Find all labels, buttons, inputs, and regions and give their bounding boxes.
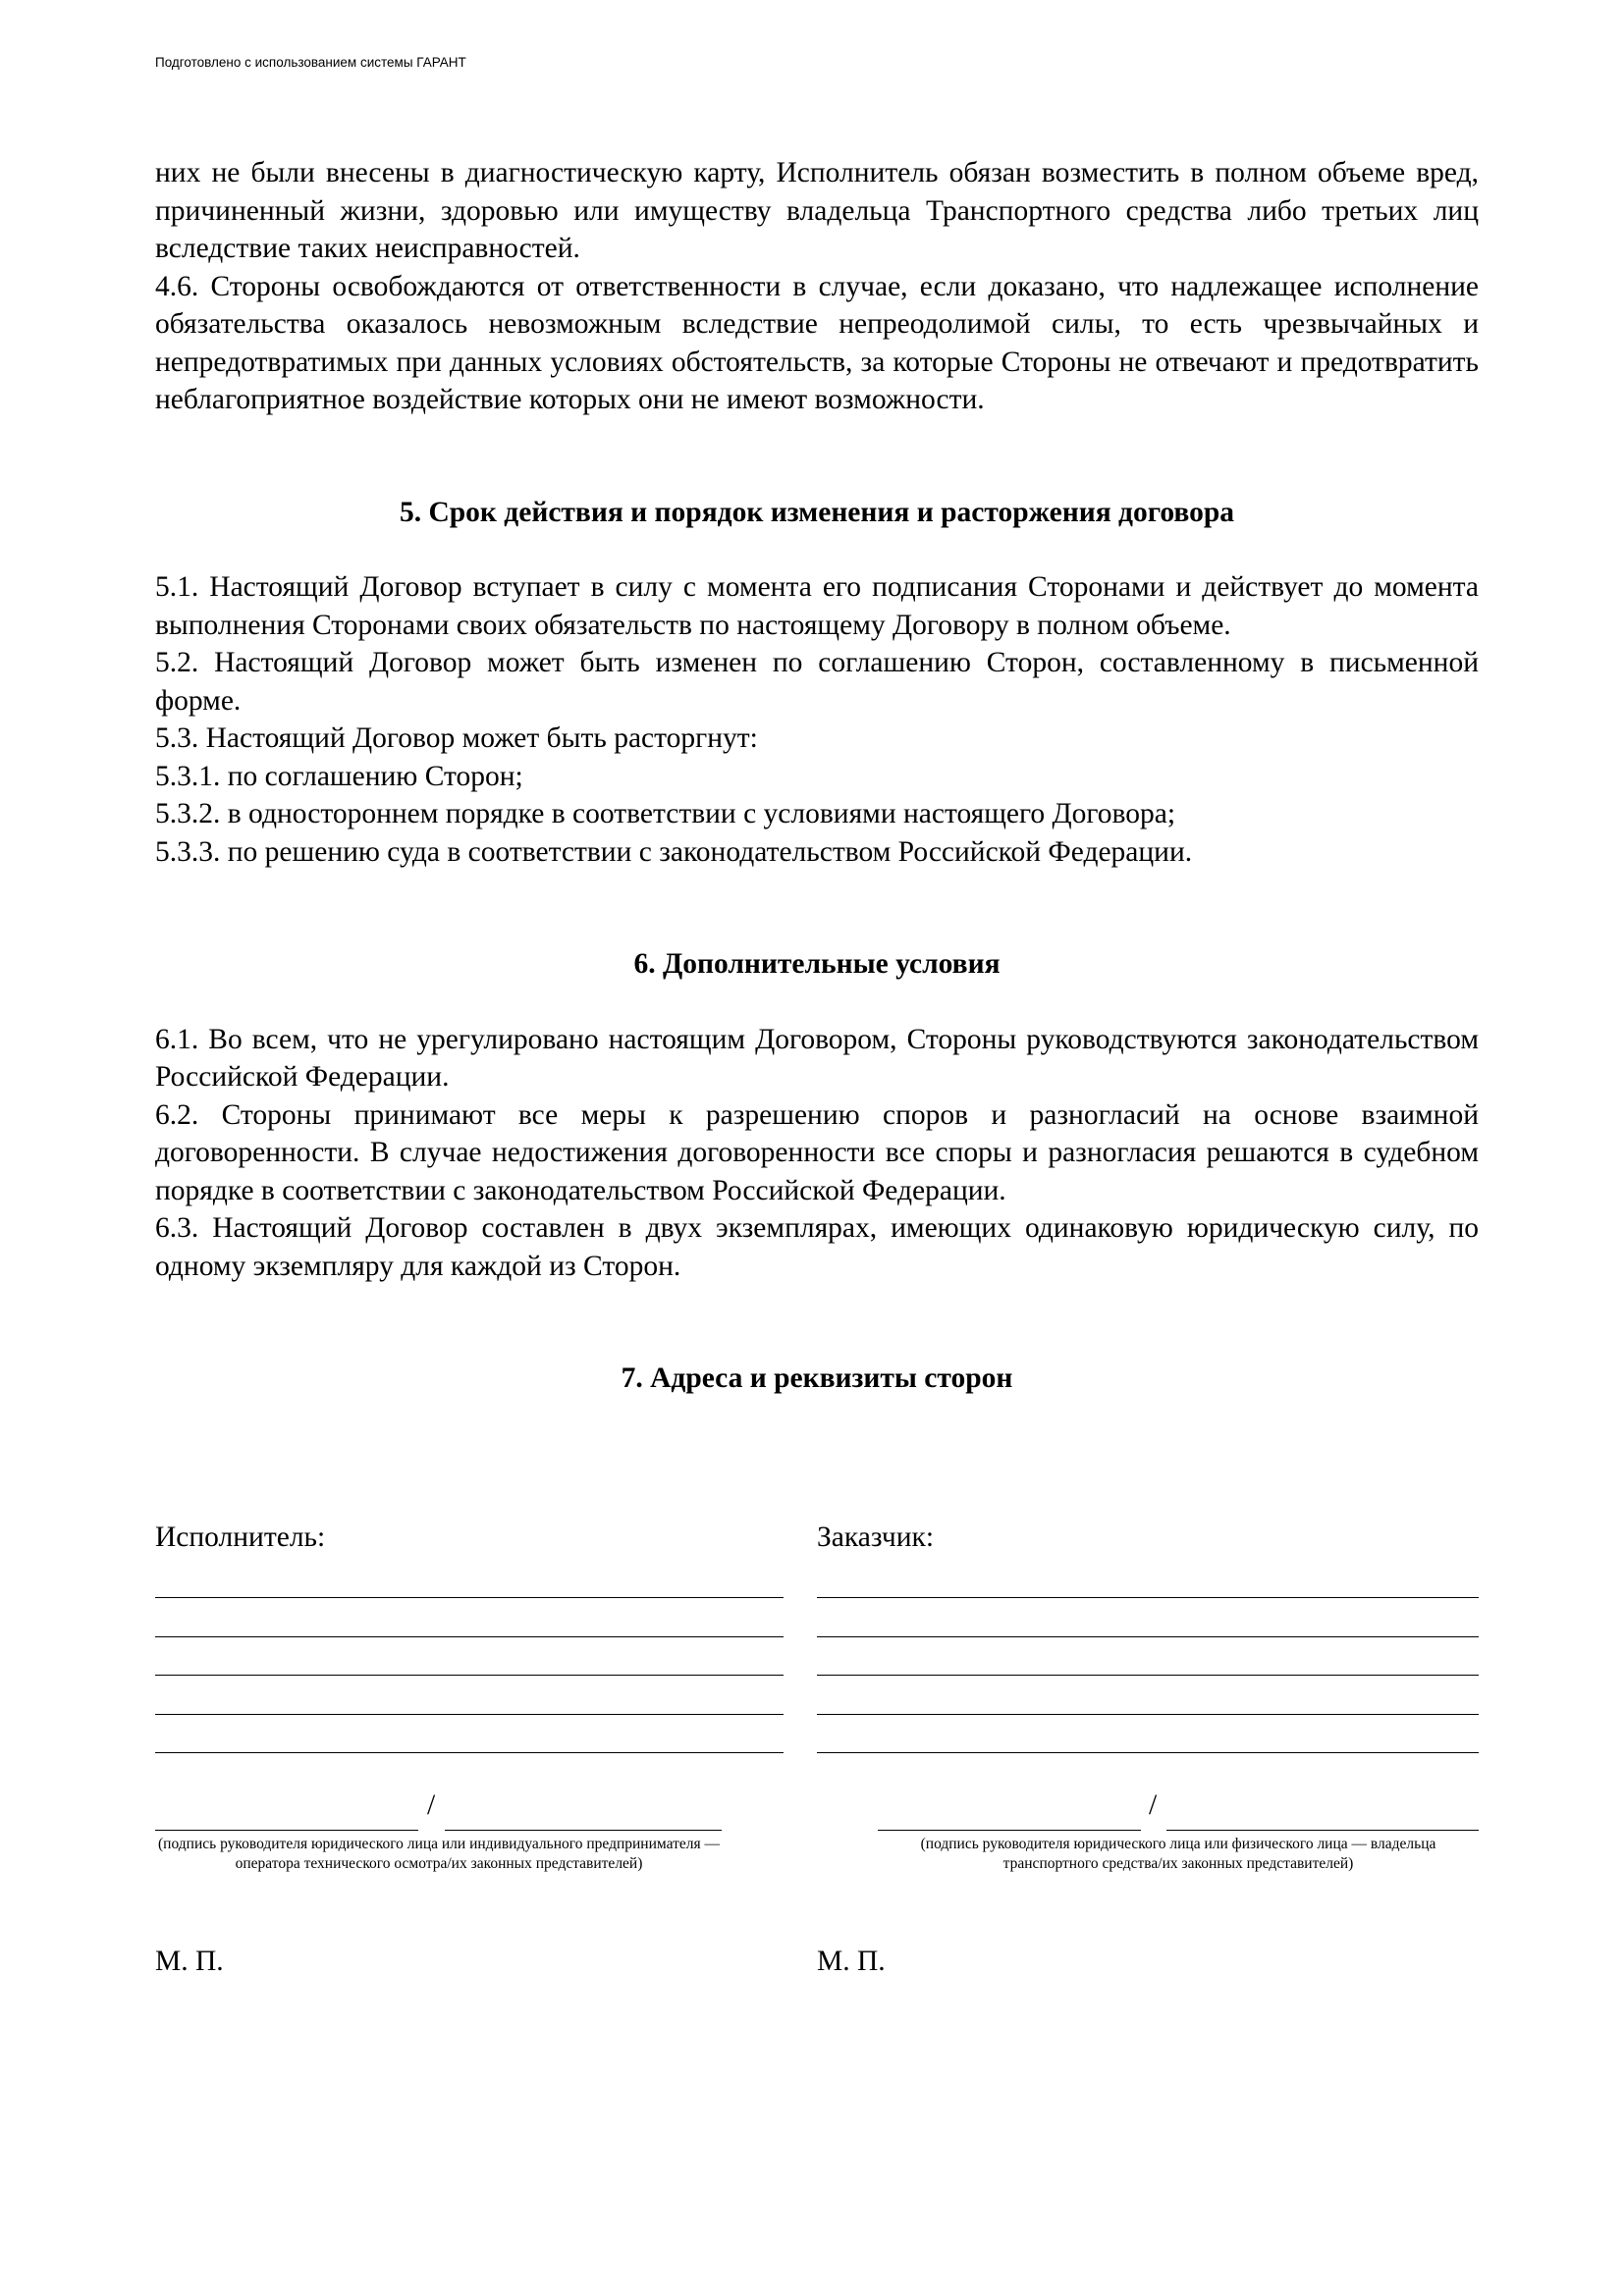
paragraph-6-1: 6.1. Во всем, что не урегулировано настоящим Договором, Стороны руководствуются законодательством Российской Федерации. [155,1023,1479,1093]
executor-signature-line [155,1830,418,1831]
customer-stamp-label: М. П. [817,1946,886,1977]
paragraph-5-3-2: 5.3.2. в одностороннем порядке в соответствии с условиями настоящего Договора; [155,798,1176,829]
executor-requisites-line [155,1636,784,1637]
section-7-title: 7. Адреса и реквизиты сторон [621,1362,1013,1394]
section-5-title: 5. Срок действия и порядок изменения и расторжения договора [399,496,1235,528]
executor-signature-slash: / [427,1789,436,1821]
customer-signature-slash: / [1149,1789,1158,1821]
document-header: Подготовлено с использованием системы ГАРАНТ [155,55,466,70]
executor-requisites-line [155,1675,784,1676]
executor-requisites-line [155,1752,784,1753]
executor-name-line [445,1830,722,1831]
executor-label: Исполнитель: [155,1522,326,1553]
customer-requisites-line [817,1636,1479,1637]
paragraph-6-2: 6.2. Стороны принимают все меры к разрешению споров и разногласий на основе взаимной договоренности. В случае недостижения договоренности все споры и разногласия решаются в судебном порядке в соответствии с законодательством Российской Федерации. [155,1098,1479,1206]
paragraph-5-1: 5.1. Настоящий Договор вступает в силу с момента его подписания Сторонами и действует до момента выполнения Сторонами своих обязательств по настоящему Договору в полном объеме. [155,571,1479,641]
paragraph-5-3-3: 5.3.3. по решению суда в соответствии с законодательством Российской Федерации. [155,835,1193,868]
document-body [155,154,1479,1398]
paragraph-5-3-1: 5.3.1. по соглашению Сторон; [155,760,523,792]
executor-stamp-label: М. П. [155,1946,224,1977]
customer-requisites-line [817,1752,1479,1753]
executor-requisites-line [155,1714,784,1715]
customer-label: Заказчик: [817,1522,935,1553]
paragraph-5-3: 5.3. Настоящий Договор может быть расторгнут: [155,722,758,754]
executor-signature-caption: (подпись руководителя юридического лица или индивидуального предпринимателя — оператора технического осмотра/их законных представителей) [158,1836,720,1872]
paragraph-5-2: 5.2. Настоящий Договор может быть изменен по соглашению Сторон, составленному в письменной форме. [155,647,1479,717]
executor-requisites-line [155,1597,784,1598]
customer-signature-line [878,1830,1141,1831]
paragraph-6-3: 6.3. Настоящий Договор составлен в двух экземплярах, имеющих одинаковую юридическую силу, по одному экземпляру для каждой из Сторон. [155,1212,1479,1282]
section-6-title: 6. Дополнительные условия [633,948,1001,980]
customer-signature-caption: (подпись руководителя юридического лица или физического лица — владельца транспортного средства/их законных представителей) [920,1836,1436,1872]
customer-requisites-line [817,1597,1479,1598]
paragraph-4-6: 4.6. Стороны освобождаются от ответственности в случае, если доказано, что надлежащее исполнение обязательства оказалось невозможным вследствие непреодолимой силы, то есть чрезвычайных и непредотвратимых при данных условиях обстоятельств, за которые Стороны не отвечают и предотвратить неблагоприятное воздействие которых они не имеют возможности. [155,270,1479,415]
customer-name-line [1166,1830,1479,1831]
customer-requisites-line [817,1714,1479,1715]
customer-requisites-line [817,1675,1479,1676]
paragraph-4-5-continuation: них не были внесены в диагностическую карту, Исполнитель обязан возместить в полном объеме вред, причиненный жизни, здоровью или имуществу владельца Транспортного средства либо третьих лиц вследствие таких неисправностей. [155,157,1479,264]
